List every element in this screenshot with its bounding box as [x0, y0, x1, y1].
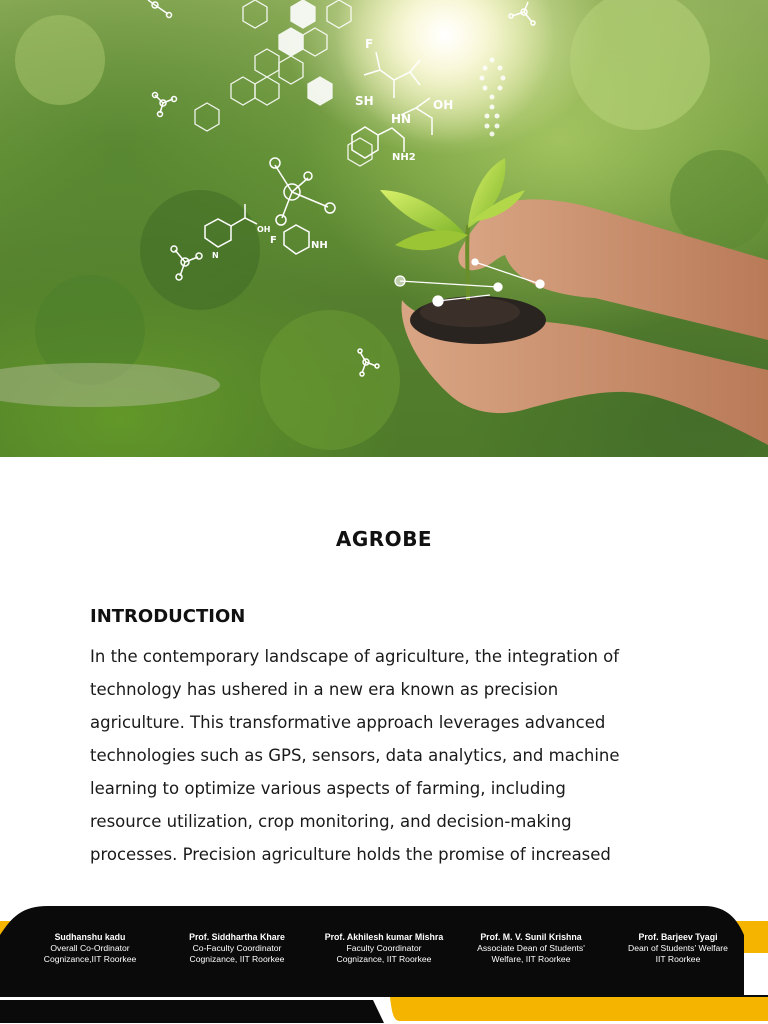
- fluorine-label: F: [365, 37, 374, 51]
- contact-role: Overall Co-Ordinator: [50, 943, 130, 953]
- hn-label: HN: [391, 112, 412, 126]
- contact-name: Prof. M. V. Sunil Krishna: [480, 932, 582, 942]
- hero-image: [0, 0, 768, 457]
- oh-label: OH: [433, 98, 454, 112]
- oh-label-2: OH: [257, 225, 271, 234]
- section-heading-introduction: INTRODUCTION: [90, 606, 246, 627]
- contact-role: Co-Faculty Coordinator: [192, 943, 282, 953]
- contact-card: [608, 932, 748, 992]
- contact-card: [314, 932, 454, 992]
- paragraph-line: processes. Precision agriculture holds the promise of increased: [90, 845, 611, 864]
- nh2-label: NH2: [392, 152, 416, 163]
- contacts-row: [20, 932, 748, 992]
- footer-black-bottom: [0, 995, 768, 997]
- introduction-paragraph: [90, 640, 690, 871]
- paragraph-line: technology has ushered in a new era known as precision: [90, 680, 559, 699]
- contact-name: Prof. Siddhartha Khare: [189, 932, 285, 942]
- contact-org: Welfare, IIT Roorkee: [491, 954, 571, 964]
- contact-card: [20, 932, 160, 992]
- sun-glow: [335, 0, 555, 145]
- fluorine-label-2: F: [270, 235, 277, 246]
- contacts-footer: [0, 903, 768, 1024]
- contact-name: Prof. Akhilesh kumar Mishra: [324, 932, 444, 942]
- contact-role: Dean of Students' Welfare: [628, 943, 728, 953]
- paragraph-line: agriculture. This transformative approach leverages advanced: [90, 713, 606, 732]
- contact-role: Faculty Coordinator: [346, 943, 422, 953]
- sh-label: SH: [355, 94, 374, 108]
- contact-org: IIT Roorkee: [655, 954, 701, 964]
- paragraph-line: learning to optimize various aspects of farming, including: [90, 779, 566, 798]
- contact-card: [461, 932, 601, 992]
- contact-name: Sudhanshu kadu: [54, 932, 126, 942]
- paragraph-line: In the contemporary landscape of agriculture, the integration of: [90, 647, 620, 666]
- n-label: N: [212, 251, 219, 260]
- footer-bottom-yellow-strip: [390, 997, 768, 1021]
- contact-org: Cognizance,IIT Roorkee: [43, 954, 137, 964]
- footer-bottom-black-strip: [0, 1000, 384, 1023]
- contact-role: Associate Dean of Students': [477, 943, 585, 953]
- document-title: AGROBE: [335, 527, 433, 551]
- nh-label: NH: [311, 240, 328, 251]
- contact-name: Prof. Barjeev Tyagi: [638, 932, 718, 942]
- hero-illustration: [0, 0, 768, 457]
- contact-org: Cognizance, IIT Roorkee: [189, 954, 285, 964]
- contact-card: [167, 932, 307, 992]
- contact-org: Cognizance, IIT Roorkee: [336, 954, 432, 964]
- hexagon-molecule-icon: [195, 0, 372, 166]
- paragraph-line: technologies such as GPS, sensors, data analytics, and machine: [90, 746, 620, 765]
- paragraph-line: resource utilization, crop monitoring, and decision-making: [90, 812, 572, 831]
